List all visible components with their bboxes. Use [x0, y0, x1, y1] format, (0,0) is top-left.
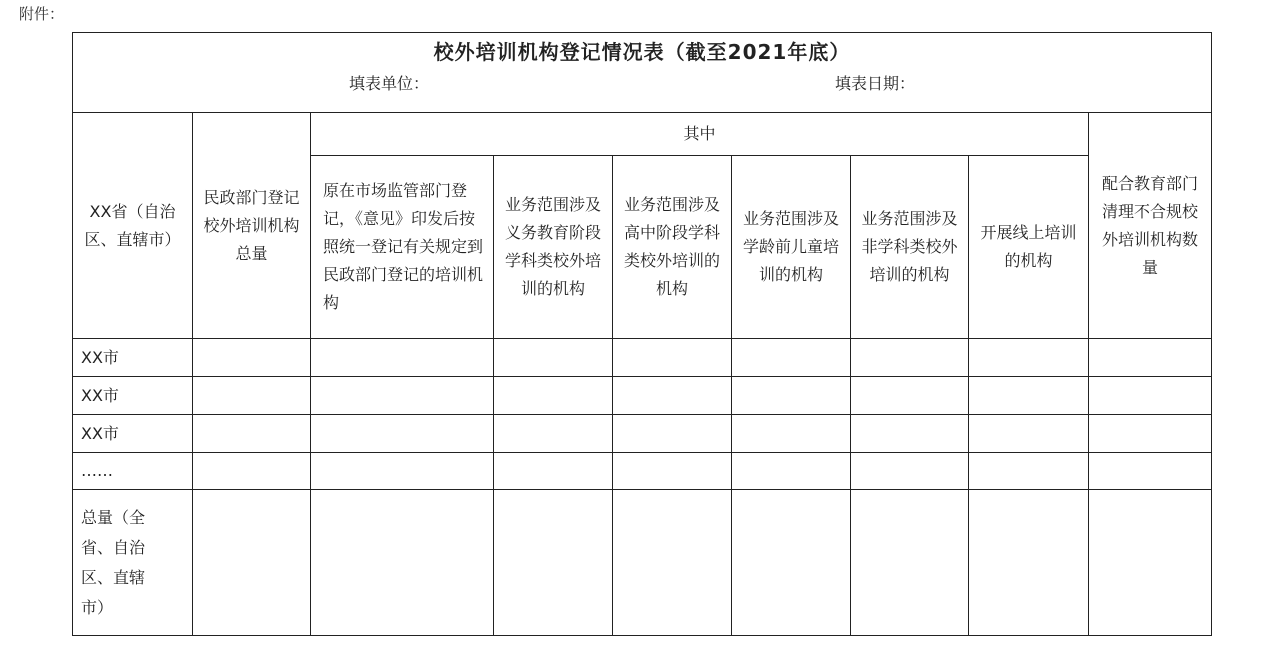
- data-cell[interactable]: [969, 339, 1089, 377]
- data-cell[interactable]: [732, 377, 851, 415]
- title-cell: [73, 33, 1212, 113]
- data-cell[interactable]: [851, 377, 969, 415]
- data-cell[interactable]: [969, 490, 1089, 636]
- data-cell[interactable]: [732, 453, 851, 490]
- data-cell[interactable]: [494, 453, 613, 490]
- data-cell[interactable]: [613, 415, 732, 453]
- data-cell[interactable]: [1089, 339, 1212, 377]
- data-cell[interactable]: [311, 377, 494, 415]
- data-cell[interactable]: [1089, 453, 1212, 490]
- data-cell[interactable]: [732, 339, 851, 377]
- row-label: XX市: [73, 377, 193, 415]
- header-cleanup: 配合教育部门清理不合规校外培训机构数量: [1089, 113, 1212, 339]
- header-compulsory: 业务范围涉及义务教育阶段学科类校外培训的机构: [494, 156, 613, 339]
- data-cell[interactable]: [311, 415, 494, 453]
- data-cell[interactable]: [613, 453, 732, 490]
- data-cell[interactable]: [613, 490, 732, 636]
- data-cell[interactable]: [494, 415, 613, 453]
- data-cell[interactable]: [193, 377, 311, 415]
- data-cell[interactable]: [193, 490, 311, 636]
- header-market-transfer: 原在市场监管部门登记，《意见》印发后按照统一登记有关规定到民政部门登记的培训机构: [311, 156, 494, 339]
- row-label: XX市: [73, 339, 193, 377]
- header-of-which: 其中: [311, 113, 1089, 156]
- data-cell[interactable]: [193, 339, 311, 377]
- data-cell[interactable]: [613, 377, 732, 415]
- data-cell[interactable]: [193, 453, 311, 490]
- data-cell[interactable]: [732, 490, 851, 636]
- data-cell[interactable]: [1089, 415, 1212, 453]
- data-cell[interactable]: [1089, 490, 1212, 636]
- attachment-label: 附件：: [19, 5, 65, 23]
- table-row: [73, 415, 1212, 453]
- table-row: [73, 377, 1212, 415]
- data-cell[interactable]: [851, 453, 969, 490]
- table-row: [73, 453, 1212, 490]
- row-label-total: 总量（全省、自治区、直辖市）: [73, 490, 193, 636]
- header-civil-total: 民政部门登记校外培训机构总量: [193, 113, 311, 339]
- title-row: [73, 33, 1212, 113]
- data-cell[interactable]: [1089, 377, 1212, 415]
- data-cell[interactable]: [851, 490, 969, 636]
- header-online: 开展线上培训的机构: [969, 156, 1089, 339]
- fill-info-line: [73, 69, 1211, 99]
- data-cell[interactable]: [494, 490, 613, 636]
- data-cell[interactable]: [494, 339, 613, 377]
- row-label: ……: [73, 453, 193, 490]
- data-cell[interactable]: [851, 339, 969, 377]
- table-row-total: [73, 490, 1212, 636]
- data-cell[interactable]: [494, 377, 613, 415]
- data-cell[interactable]: [613, 339, 732, 377]
- data-cell[interactable]: [311, 490, 494, 636]
- registration-table: [72, 32, 1212, 636]
- data-cell[interactable]: [851, 415, 969, 453]
- table-title: 校外培训机构登记情况表（截至2021年底）: [433, 40, 851, 64]
- header-non-subject: 业务范围涉及非学科类校外培训的机构: [851, 156, 969, 339]
- data-cell[interactable]: [969, 377, 1089, 415]
- header-region: XX省（自治区、直辖市）: [73, 113, 193, 339]
- header-row-1: [73, 113, 1212, 156]
- fill-date-label: 填表日期：: [835, 74, 916, 93]
- data-cell[interactable]: [969, 453, 1089, 490]
- header-high-school: 业务范围涉及高中阶段学科类校外培训的机构: [613, 156, 732, 339]
- data-cell[interactable]: [732, 415, 851, 453]
- data-cell[interactable]: [311, 453, 494, 490]
- data-cell[interactable]: [969, 415, 1089, 453]
- data-cell[interactable]: [193, 415, 311, 453]
- fill-unit-label: 填表单位：: [349, 74, 430, 93]
- header-preschool: 业务范围涉及学龄前儿童培训的机构: [732, 156, 851, 339]
- data-cell[interactable]: [311, 339, 494, 377]
- table-row: [73, 339, 1212, 377]
- row-label: XX市: [73, 415, 193, 453]
